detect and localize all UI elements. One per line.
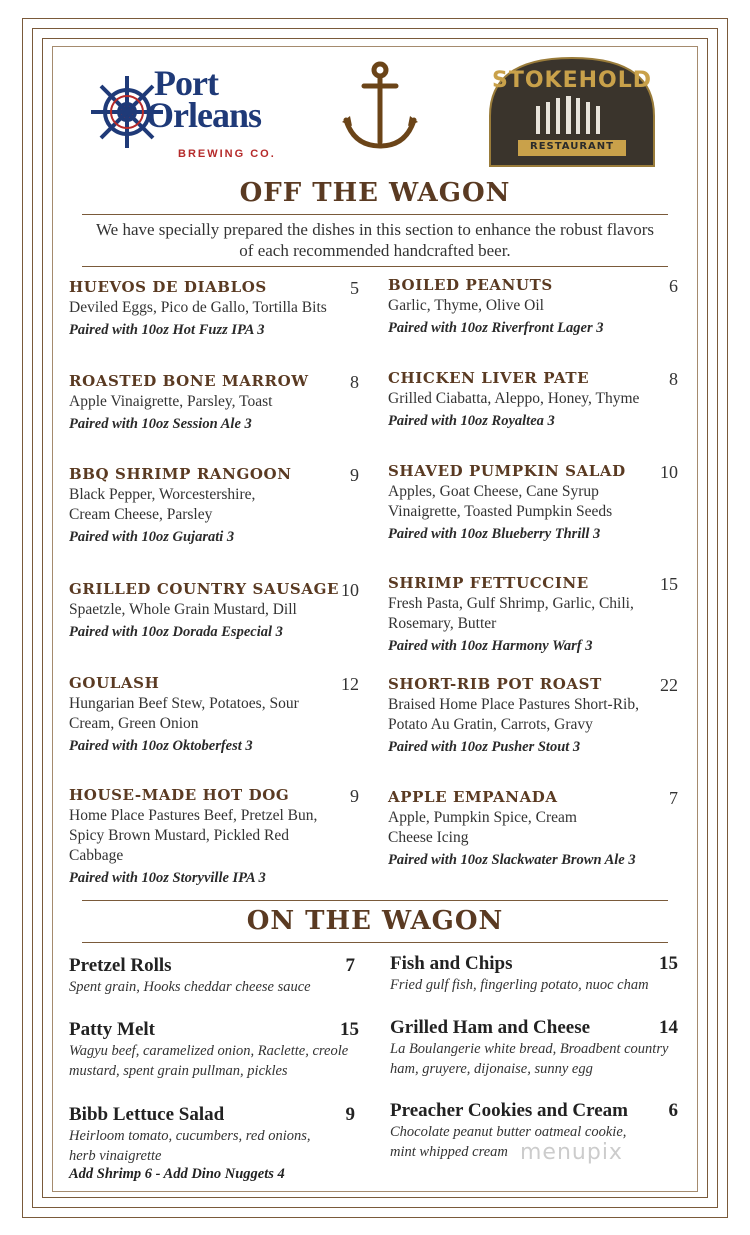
item-name: Preacher Cookies and Cream xyxy=(390,1100,629,1121)
item-name: BOILED PEANUTS xyxy=(388,276,553,294)
item-desc: Chocolate peanut butter oatmeal cookie, mint whipped cream xyxy=(390,1124,627,1160)
menu-item xyxy=(388,675,678,756)
item-price: 15 xyxy=(340,1019,359,1040)
divider xyxy=(82,214,668,215)
item-pairing: Paired with 10oz Session Ale 3 xyxy=(69,416,252,432)
menu-item xyxy=(69,955,355,997)
item-pairing: Paired with 10oz Blueberry Thrill 3 xyxy=(388,526,601,542)
item-price: 7 xyxy=(345,955,355,976)
item-pairing: Paired with 10oz Dorada Especial 3 xyxy=(69,624,283,640)
item-pairing: Paired with 10oz Pusher Stout 3 xyxy=(388,739,581,755)
menu-item xyxy=(390,1017,678,1079)
item-name: HUEVOS DE DIABLOS xyxy=(69,278,267,296)
menu-item xyxy=(69,674,359,755)
item-name: SHAVED PUMPKIN SALAD xyxy=(388,462,626,480)
item-desc: Apple, Pumpkin Spice, Cream Cheese Icing xyxy=(388,809,577,846)
item-desc: Spaetzle, Whole Grain Mustard, Dill xyxy=(69,601,297,618)
anchor-icon xyxy=(340,60,420,155)
item-desc: Deviled Eggs, Pico de Gallo, Tortilla Bits xyxy=(69,299,327,316)
menu-item xyxy=(69,786,359,887)
menu-item xyxy=(69,465,359,546)
item-name: ROASTED BONE MARROW xyxy=(69,372,309,390)
port-orleans-logo xyxy=(88,62,288,170)
item-desc: Wagyu beef, caramelized onion, Raclette, creole mustard, spent grain pullman, pickles xyxy=(69,1043,349,1079)
item-price: 8 xyxy=(669,369,678,389)
item-name: APPLE EMPANADA xyxy=(388,788,558,806)
item-desc: La Boulangerie white bread, Broadbent country ham, gruyere, dijonaise, sunny egg xyxy=(390,1041,669,1077)
item-name: HOUSE-MADE HOT DOG xyxy=(69,786,290,804)
item-price: 22 xyxy=(660,675,678,695)
item-name: Pretzel Rolls xyxy=(69,955,172,976)
item-name: Fish and Chips xyxy=(390,953,513,974)
item-pairing: Paired with 10oz Storyville IPA 3 xyxy=(69,870,266,886)
item-price: 6 xyxy=(669,276,678,296)
logo-line2: Orleans xyxy=(146,95,261,135)
stokehold-name: STOKEHOLD xyxy=(491,68,653,93)
item-name: SHORT-RIB POT ROAST xyxy=(388,675,602,693)
item-desc: Hungarian Beef Stew, Potatoes, Sour Cream, Green Onion xyxy=(69,695,299,732)
item-desc: Black Pepper, Worcestershire, Cream Cheese, Parsley xyxy=(69,486,256,523)
section-title-off-the-wagon: OFF THE WAGON xyxy=(239,178,511,208)
item-desc: Apple Vinaigrette, Parsley, Toast xyxy=(69,393,273,410)
logo-sub: BREWING CO. xyxy=(178,148,276,160)
item-name: GOULASH xyxy=(69,674,160,692)
item-price: 7 xyxy=(669,788,678,808)
item-price: 10 xyxy=(660,462,678,482)
menu-item xyxy=(390,953,678,995)
item-desc: Apples, Goat Cheese, Cane Syrup Vinaigrette, Toasted Pumpkin Seeds xyxy=(388,483,613,520)
watermark: menupix xyxy=(520,1140,623,1165)
item-pairing: Paired with 10oz Royaltea 3 xyxy=(388,413,555,429)
item-price: 14 xyxy=(659,1017,678,1038)
menu-item xyxy=(69,372,359,433)
item-name: BBQ SHRIMP RANGOON xyxy=(69,465,292,483)
item-desc: Braised Home Place Pastures Short-Rib, Potato Au Gratin, Carrots, Gravy xyxy=(388,696,639,733)
section-intro: We have specially prepared the dishes in this section to enhance the robust flavors of each recommended handcrafted beer. xyxy=(95,220,655,260)
item-desc: Garlic, Thyme, Olive Oil xyxy=(388,297,544,314)
divider xyxy=(82,900,668,901)
menu-item xyxy=(69,580,359,641)
item-addons: Add Shrimp 6 - Add Dino Nuggets 4 xyxy=(69,1166,285,1182)
stokehold-sub: RESTAURANT xyxy=(530,141,614,152)
item-desc: Fresh Pasta, Gulf Shrimp, Garlic, Chili, Rosemary, Butter xyxy=(388,595,634,632)
item-pairing: Paired with 10oz Oktoberfest 3 xyxy=(69,738,253,754)
item-desc: Fried gulf fish, fingerling potato, nuoc cham xyxy=(390,977,649,993)
item-pairing: Paired with 10oz Riverfront Lager 3 xyxy=(388,320,604,336)
item-name: Bibb Lettuce Salad xyxy=(69,1104,225,1125)
item-name: GRILLED COUNTRY SAUSAGE xyxy=(69,580,340,598)
item-pairing: Paired with 10oz Gujarati 3 xyxy=(69,529,235,545)
menu-item xyxy=(69,1019,359,1081)
item-pairing: Paired with 10oz Hot Fuzz IPA 3 xyxy=(69,322,265,338)
menu-item xyxy=(388,788,678,869)
item-desc: Spent grain, Hooks cheddar cheese sauce xyxy=(69,979,311,995)
item-pairing: Paired with 10oz Harmony Warf 3 xyxy=(388,638,593,654)
stokehold-logo xyxy=(488,56,656,168)
menu-item xyxy=(388,276,678,337)
item-name: Patty Melt xyxy=(69,1019,155,1040)
item-price: 5 xyxy=(350,278,359,298)
divider xyxy=(82,266,668,267)
item-price: 8 xyxy=(350,372,359,392)
item-name: CHICKEN LIVER PATE xyxy=(388,369,590,387)
item-name: SHRIMP FETTUCCINE xyxy=(388,574,589,592)
item-desc: Grilled Ciabatta, Aleppo, Honey, Thyme xyxy=(388,390,640,407)
menu-item xyxy=(388,462,678,543)
item-pairing: Paired with 10oz Slackwater Brown Ale 3 xyxy=(388,852,636,868)
logo-line1: Port xyxy=(154,63,218,103)
item-name: Grilled Ham and Cheese xyxy=(390,1017,591,1038)
item-price: 15 xyxy=(660,574,678,594)
divider xyxy=(82,942,668,943)
item-price: 10 xyxy=(341,580,359,600)
menu-item xyxy=(388,369,678,430)
menu-item xyxy=(69,278,359,339)
item-desc: Heirloom tomato, cucumbers, red onions, herb vinaigrette xyxy=(69,1128,311,1164)
item-price: 6 xyxy=(668,1100,678,1121)
item-price: 9 xyxy=(345,1104,355,1125)
item-price: 9 xyxy=(350,786,359,806)
item-desc: Home Place Pastures Beef, Pretzel Bun, Spicy Brown Mustard, Pickled Red Cabbage xyxy=(69,807,318,864)
item-price: 12 xyxy=(341,674,359,694)
item-price: 9 xyxy=(350,465,359,485)
menu-item xyxy=(69,1104,355,1183)
menu-item xyxy=(388,574,678,655)
item-price: 15 xyxy=(659,953,678,974)
section-title-on-the-wagon: ON THE WAGON xyxy=(246,906,504,936)
